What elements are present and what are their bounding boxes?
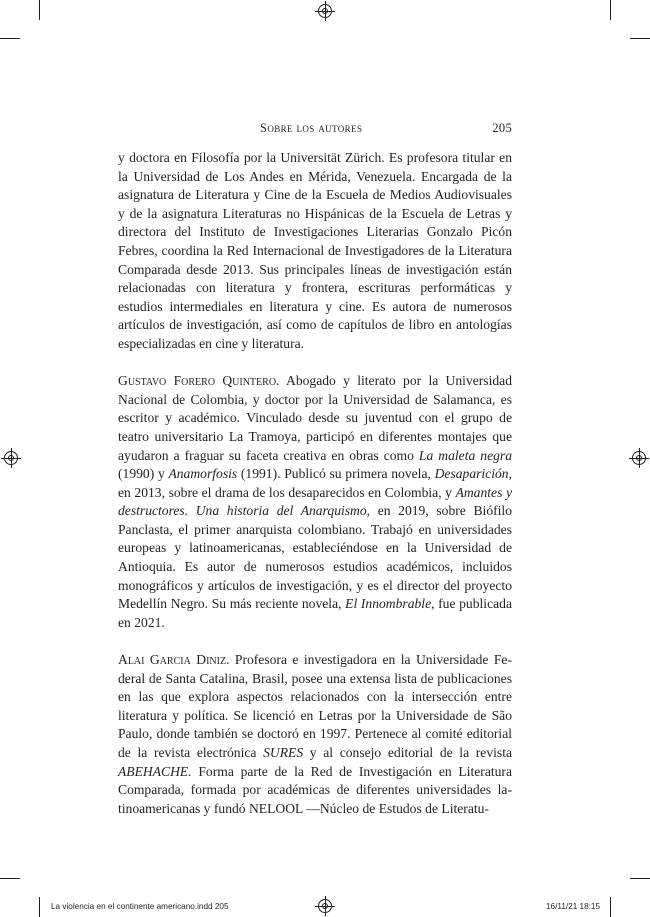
- crop-mark-top-left-vertical: [39, 0, 40, 20]
- print-timestamp: 16/11/21 18:15: [546, 902, 601, 911]
- work-title: El Innombrable: [345, 596, 432, 612]
- crop-mark-top-right-vertical: [610, 0, 611, 20]
- text-run: (1990) y: [118, 466, 169, 482]
- text-run: (1991). Publicó su primera novela,: [237, 466, 435, 482]
- crop-mark-bottom-left-horizontal: [0, 878, 20, 879]
- running-title: Sobre los autores: [260, 121, 363, 135]
- work-title: Anamorfosis: [168, 466, 238, 482]
- running-header: [118, 121, 512, 137]
- work-title: La maleta negra: [418, 447, 513, 463]
- body-text: [118, 149, 512, 818]
- author-name: Gustavo Forero Quintero: [118, 373, 277, 389]
- text-run: . Abogado y literato por la Universidad Nacional de Colombia, y doctor por la Universidad de Salamanca, es escritor y académico. Vinculado desde su juventud con el grupo de teatro universitario La Tramoya, participó en diferentes montajes que ayudaron a fraguar su faceta creativa en obras como: [118, 373, 513, 463]
- work-title: Desaparición,: [434, 466, 512, 482]
- registration-mark-left-icon: [4, 451, 18, 465]
- work-title: ABEHACHE.: [118, 763, 192, 779]
- crop-mark-top-right-horizontal: [630, 38, 650, 39]
- author-name: Alai Garcia Diniz: [118, 652, 227, 668]
- text-run: , fue publicada en 2021.: [118, 596, 512, 630]
- text-run: y al consejo editorial de la revista: [303, 745, 513, 760]
- bio-paragraph: [118, 149, 512, 354]
- work-title: SURES: [263, 745, 304, 760]
- page-number: 205: [492, 121, 512, 135]
- text-run: y doctora en Filosofía por la Universität Zürich. Es profesora titular en la Universidad de Los Andes en Mérida, Venezuela. Encargada de la asignatura de Literatura y Cine de la Escuela de Medios Audiovisuales y de la asignatura Literaturas no Hispánicas de la Escuela de Letras y directora del Instituto de Investigaciones Literarias Gonzalo Picón Febres, coordina la Red Internacional de Investigadores de la Literatura Comparada desde 2013. Sus principales líneas de investigación están relacionadas con literatura y frontera, escrituras performáticas y estudios intermediales en literatura y cine. Es autora de numerosos artículos de investigación, así como de capítulos de libro en antologías especializadas en cine y literatura.: [118, 150, 512, 351]
- registration-mark-right-icon: [632, 451, 646, 465]
- bio-paragraph: [118, 372, 512, 632]
- text-run: Forma parte de la Red de Investigación en Literatura Comparada, formada por académicas de diferentes universidades latinoamericanas y fundó NELOOL —Núcleo de Estudos de Literatu-: [118, 763, 512, 816]
- bio-paragraph: [118, 651, 512, 818]
- work-title: Amantes y destructores. Una historia del Anarquismo: [118, 484, 512, 519]
- text-run: en 2013, sobre el drama de los desaparecidos en Colombia, y: [118, 484, 456, 500]
- crop-mark-top-left-horizontal: [0, 38, 20, 39]
- text-run: . Profesora e investigadora en la Universidade Federal de Santa Catalina, Brasil, posee una extensa lista de publicaciones en las que explora aspectos relacionados con la intersección entre literatura y política. Se licenció en Letras por la Universidade de São Paulo, donde también se doctoró en 1997. Pertenece al comité editorial de la revista electrónica: [118, 652, 512, 760]
- file-info: La violencia en el continente americano.indd 205: [51, 902, 229, 911]
- text-run: , en 2019, sobre Biófilo Panclasta, el primer anarquista colombiano. Trabajó en universidades europeas y latinoamericanas, estableciéndose en la Universidad de Antioquia. Es autor de numerosos estudios académicos, incluidos monográficos y artículos de investigación, y es el director del proyecto Medellín Negro. Su más reciente novela,: [118, 503, 512, 612]
- registration-mark-top-icon: [318, 4, 332, 18]
- slug-line: [0, 899, 650, 913]
- crop-mark-bottom-right-horizontal: [630, 878, 650, 879]
